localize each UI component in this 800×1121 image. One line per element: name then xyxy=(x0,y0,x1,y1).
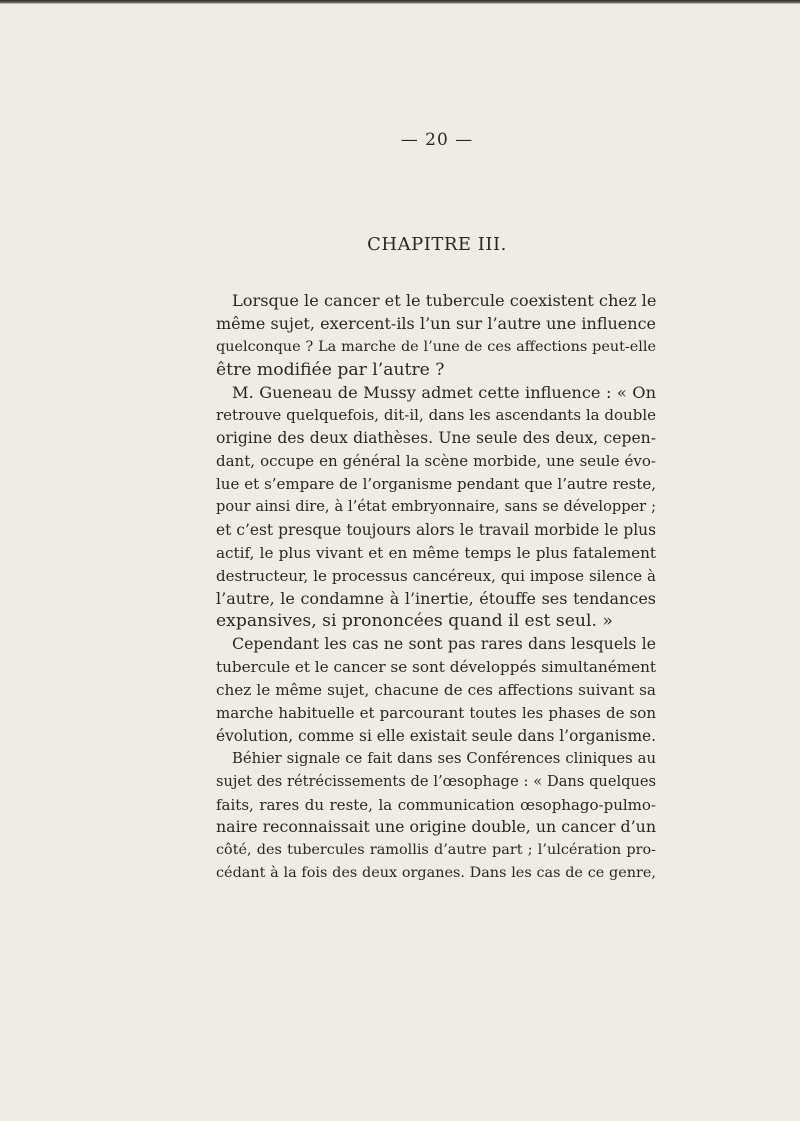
text-line: expansives, si prononcées quand il est seul. » xyxy=(216,611,613,632)
text-line: M. Gueneau de Mussy admet cette influence : « On xyxy=(232,382,656,402)
body-text xyxy=(216,290,656,885)
text-line: naire reconnaissait une origine double, un cancer d’un xyxy=(216,817,656,837)
text-line: Lorsque le cancer et le tubercule coexistent chez le xyxy=(232,291,657,310)
text-line: côté, des tubercules ramollis d’autre part ; l’ulcération pro- xyxy=(216,842,656,859)
text-line: et c’est presque toujours alors le travail morbide le plus xyxy=(216,520,656,539)
text-line: évolution, comme si elle existait seule dans l’organisme. xyxy=(216,726,657,745)
text-line: Béhier signale ce fait dans ses Conférences cliniques au xyxy=(232,749,656,767)
chapter-title: CHAPITRE III. xyxy=(367,234,507,255)
text-line: retrouve quelquefois, dit-il, dans les ascendants la double xyxy=(216,406,656,425)
text-line: être modifiée par l’autre ? xyxy=(216,359,445,380)
text-line: lue et s’empare de l’organisme pendant que l’autre reste, xyxy=(216,475,656,494)
text-line: faits, rares du reste, la communication œsophago-pulmo- xyxy=(216,795,656,814)
text-line: même sujet, exercent-ils l’un sur l’autre une influence xyxy=(216,313,656,333)
text-line: tubercule et le cancer se sont développés simultanément xyxy=(216,658,656,677)
text-line: destructeur, le processus cancéreux, qui impose silence à xyxy=(216,566,656,585)
text-line: pour ainsi dire, à l’état embryonnaire, sans se développer ; xyxy=(216,498,656,516)
text-line: dant, occupe en général la scène morbide, une seule évo- xyxy=(216,452,656,471)
text-line: sujet des rétrécissements de l’œsophage : « Dans quelques xyxy=(216,772,656,790)
text-line: Cependant les cas ne sont pas rares dans lesquels le xyxy=(232,634,656,654)
text-line: l’autre, le condamne à l’inertie, étouffe ses tendances xyxy=(216,588,656,608)
text-line: cédant à la fois des deux organes. Dans les cas de ce genre, xyxy=(216,865,656,882)
text-line: origine des deux diathèses. Une seule des deux, cepen- xyxy=(216,429,656,448)
text-line: marche habituelle et parcourant toutes les phases de son xyxy=(216,704,656,723)
text-line: chez le même sujet, chacune de ces affections suivant sa xyxy=(216,681,656,700)
text-line: actif, le plus vivant et en même temps le plus fatalement xyxy=(216,543,656,562)
page-number: — 20 — xyxy=(400,130,474,150)
scan-top-edge xyxy=(0,0,800,4)
text-line: quelconque ? La marche de l’une de ces affections peut-elle xyxy=(216,338,656,355)
